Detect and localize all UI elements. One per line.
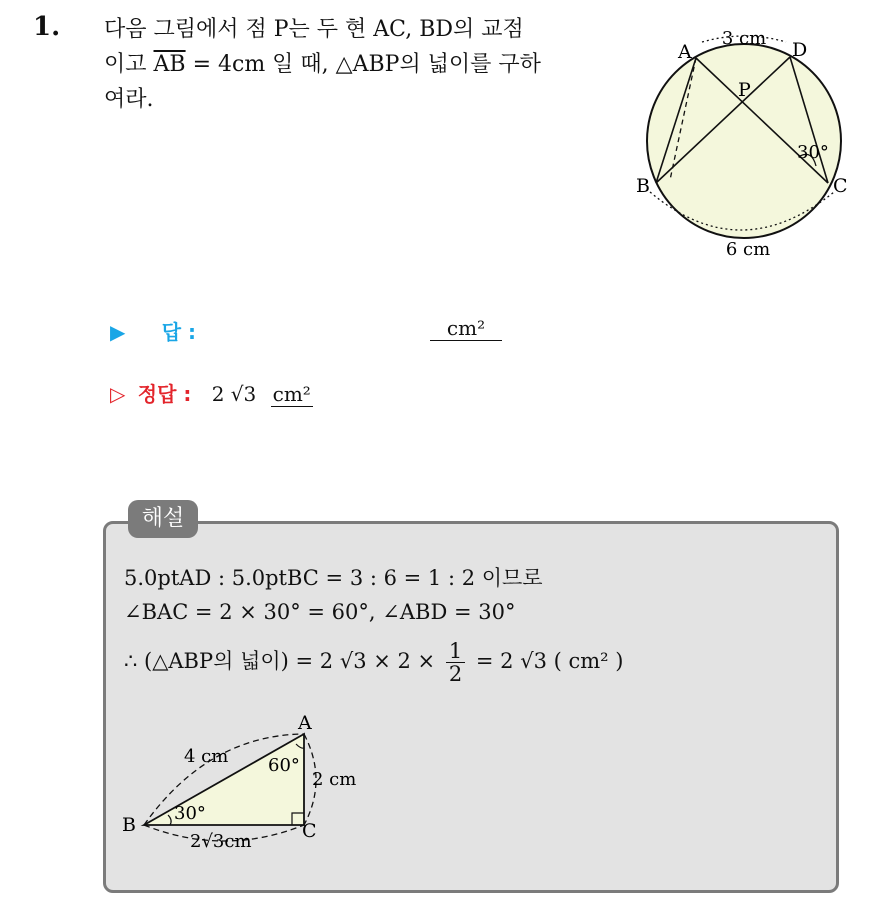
circle	[647, 44, 841, 238]
side-ab-label: 4 cm	[184, 746, 229, 767]
question-text	[104, 12, 619, 117]
correct-value: 2 √3	[211, 382, 257, 406]
arc-top-label: 3 cm	[721, 28, 767, 49]
arc-bottom-label: 6 cm	[725, 239, 771, 260]
tri-label-b: B	[122, 814, 136, 836]
label-a: A	[678, 41, 692, 63]
answer-row	[110, 316, 196, 345]
side-ac-label: 2 cm	[312, 769, 357, 790]
question-line-3: 여라.	[104, 87, 154, 112]
question-number: 1.	[33, 12, 61, 42]
answer-unit: cm²	[446, 316, 486, 340]
fraction: $\frac{1}{2}$	[446, 640, 465, 685]
segment-ab: $\overline{AB}$	[153, 52, 186, 77]
correct-answer-row	[110, 378, 313, 407]
solution-line-3: ∴ (△ABP의 넓이) = 2 √3 × 2 × $\frac{1}{2}$ = 2 √3 ( cm² )	[124, 639, 624, 686]
solution-tab: 해설	[128, 500, 198, 538]
angle-label: 30°	[797, 142, 829, 163]
solution-line-2: ∠BAC = 2 × 30° = 60°, ∠ABD = 30°	[124, 600, 516, 624]
question-line-2: 이고 $\overline{AB} = 4cm$ 일 때, △ABP의 넓이를 구하	[104, 52, 541, 77]
label-b: B	[636, 175, 650, 197]
label-p: P	[738, 79, 751, 101]
answer-label: 답 :	[161, 320, 197, 344]
triangle-figure	[118, 705, 378, 855]
side-bc-label: 2√3cm	[190, 831, 252, 852]
question-line-1: 다음 그림에서 점 P는 두 현 AC, BD의 교점	[104, 17, 524, 42]
angle-a-label: 60°	[268, 755, 300, 776]
correct-label: 정답 :	[137, 382, 192, 406]
answer-blank[interactable]	[430, 316, 502, 341]
tri-label-a: A	[298, 712, 312, 734]
solution-line-1: 5.0ptAD : 5.0ptBC = 3 : 6 = 1 : 2 이므로	[124, 566, 543, 590]
answer-marker: ▶	[110, 320, 126, 344]
label-d: D	[792, 39, 808, 61]
tri-label-c: C	[302, 820, 317, 842]
angle-b-label: 30°	[174, 803, 206, 824]
label-c: C	[833, 175, 848, 197]
circle-figure	[630, 20, 855, 260]
correct-marker: ▷	[110, 382, 126, 406]
correct-unit: cm²	[272, 382, 311, 406]
